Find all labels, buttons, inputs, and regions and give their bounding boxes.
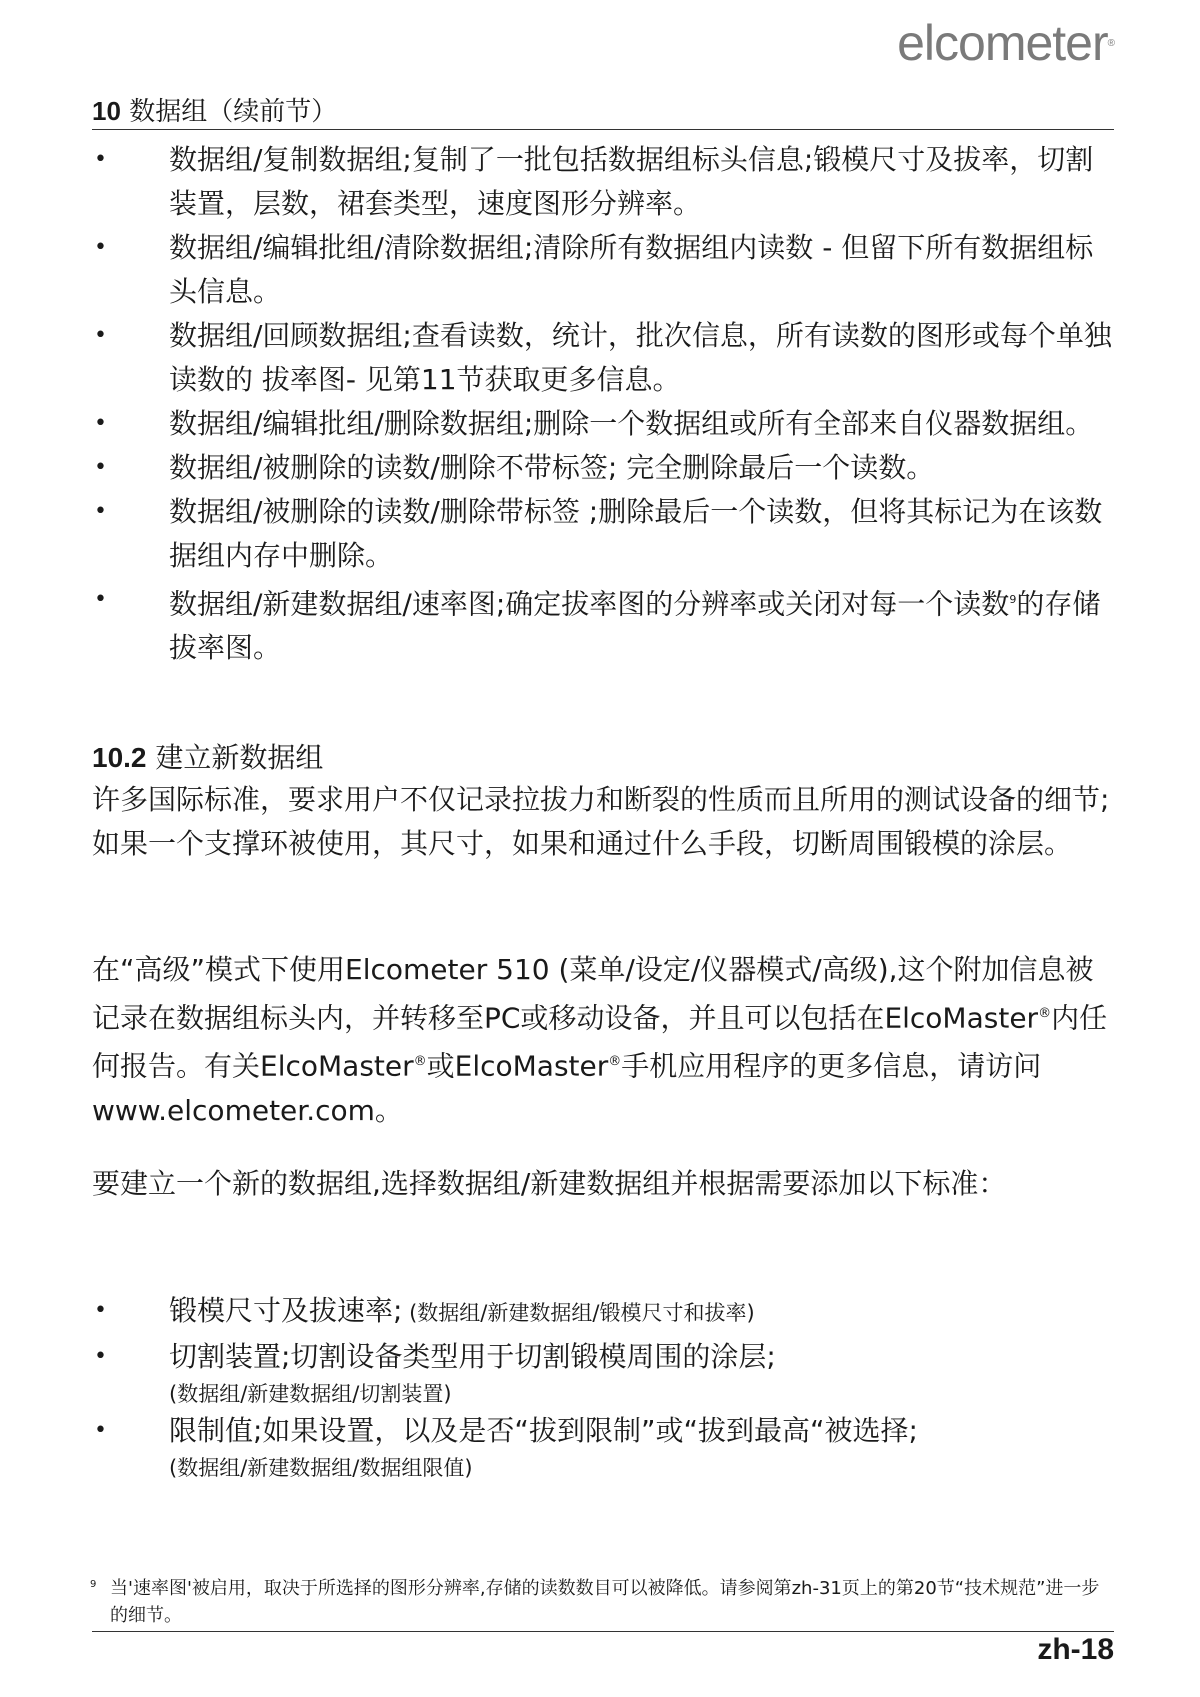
feature-bullet-list <box>92 138 1112 670</box>
list-item: • 数据组/回顾数据组;查看读数，统计，批次信息，所有读数的图形或每个单独读数的 拔率图- 见第11节获取更多信息。 <box>92 314 1112 402</box>
section-number: 10 <box>92 96 121 126</box>
menu-path: (数据组/新建数据组/锻模尺寸和拔率) <box>402 1301 755 1325</box>
list-item: • 数据组/编辑批组/清除数据组;清除所有数据组内读数 - 但留下所有数据组标头信息。 <box>92 226 1112 314</box>
bullet-icon: • <box>94 455 107 480</box>
intro-paragraph: 许多国际标准，要求用户不仅记录拉拔力和断裂的性质而且所用的测试设备的细节;如果一个支撑环被使用，其尺寸，如果和通过什么手段，切断周围锻模的涂层。 <box>92 783 1110 860</box>
subsection-title: 建立新数据组 <box>155 741 324 774</box>
header-divider <box>92 129 1114 130</box>
list-item: • 锻模尺寸及拔速率; (数据组/新建数据组/锻模尺寸和拔率) <box>92 1289 1112 1335</box>
list-item: • 限制值;如果设置，以及是否“拔到限制”或“拔到最高“被选择; (数据组/新建数据组/数据组限值) <box>92 1409 1112 1483</box>
list-item: • 数据组/新建数据组/速率图;确定拔率图的分辨率或关闭对每一个读数$^9$的存储拔率图。 <box>92 578 1112 670</box>
bullet-icon: • <box>94 587 107 612</box>
page-number: zh-18 <box>1037 1633 1114 1666</box>
bullet-icon: • <box>94 499 107 524</box>
bullet-icon: • <box>94 1298 107 1323</box>
bullet-icon: • <box>94 235 107 260</box>
bullet-icon: • <box>94 323 107 348</box>
footer-divider <box>92 1631 1114 1632</box>
section-title: 数据组（续前节） <box>129 97 338 127</box>
new-batch-paragraph: 要建立一个新的数据组,选择数据组/新建数据组并根据需要添加以下标准： <box>92 1167 1007 1200</box>
list-item: • 数据组/复制数据组;复制了一批包括数据组标头信息;锻模尺寸及拔率，切割装置，层数，裙套类型，速度图形分辨率。 <box>92 138 1112 226</box>
list-item: • 数据组/被删除的读数/删除带标签 ;删除最后一个读数，但将其标记为在该数据组内存中删除。 <box>92 490 1112 578</box>
footnote-mark: 9 <box>90 1579 97 1590</box>
elcometer-logo: elcometer® <box>897 15 1114 71</box>
footnote-text: 当'速率图'被启用，取决于所选择的图形分辨率,存储的读数数目可以被降低。请参阅第zh-31页上的第20节“技术规范”进一步的细节。 <box>110 1578 1100 1626</box>
bullet-icon: • <box>94 1418 107 1443</box>
bullet-icon: • <box>94 411 107 436</box>
menu-path: (数据组/新建数据组/切割装置) <box>169 1382 452 1406</box>
footnote <box>92 1575 1112 1629</box>
bullet-icon: • <box>94 1344 107 1369</box>
criteria-bullet-list <box>92 1289 1112 1483</box>
list-item: • 数据组/被删除的读数/删除不带标签; 完全删除最后一个读数。 <box>92 446 1112 490</box>
advanced-mode-paragraph: 在“高级”模式下使用Elcometer 510 (菜单/设定/仪器模式/高级),这个附加信息被记录在数据组标头内，并转移至PC或移动设备，并且可以包括在ElcoMaster®内任何报告。有关ElcoMaster®或ElcoMaster®手机应用程序的更多信息，请访问www.elcometer.com。 <box>92 953 1108 1127</box>
list-item: • 数据组/编辑批组/删除数据组;删除一个数据组或所有全部来自仪器数据组。 <box>92 402 1112 446</box>
list-item: • 切割装置;切割设备类型用于切割锻模周围的涂层; (数据组/新建数据组/切割装置) <box>92 1335 1112 1409</box>
subsection-number: 10.2 <box>92 742 147 773</box>
subsection-heading <box>92 738 323 778</box>
menu-path: (数据组/新建数据组/数据组限值) <box>169 1456 473 1480</box>
section-heading <box>92 94 337 129</box>
bullet-icon: • <box>94 147 107 172</box>
footnote-ref: 9 <box>1009 593 1017 606</box>
